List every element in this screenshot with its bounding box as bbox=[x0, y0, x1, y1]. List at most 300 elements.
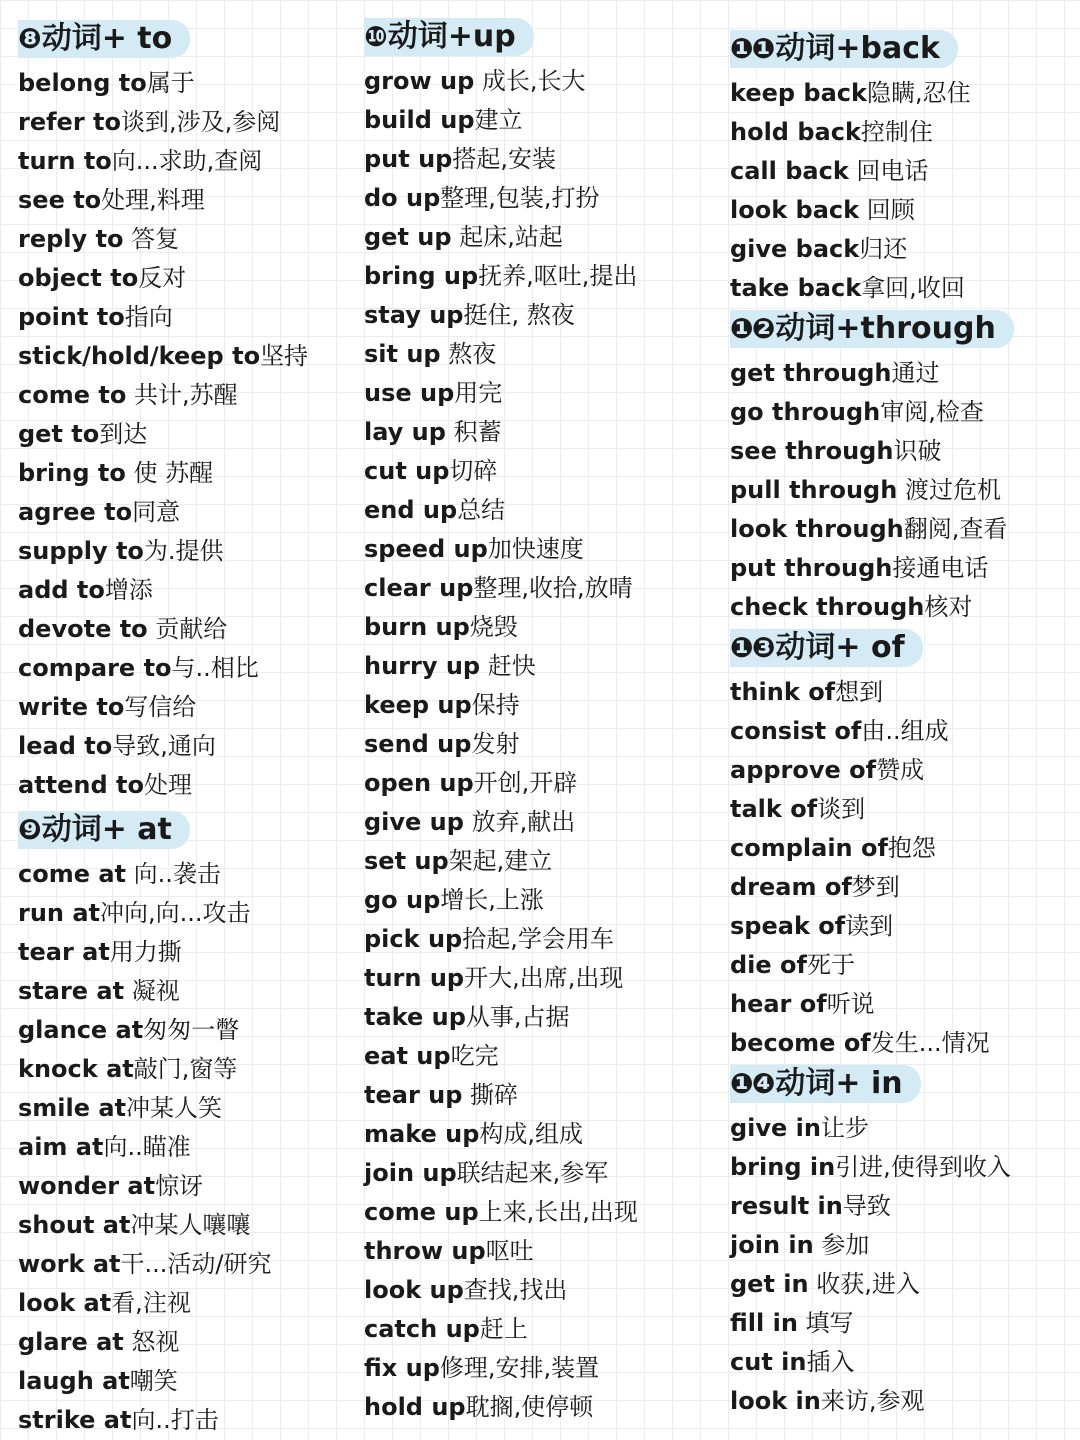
section bbox=[730, 30, 1070, 308]
phrase-english: look in bbox=[730, 1387, 821, 1415]
phrase-row bbox=[730, 1226, 1070, 1265]
phrase-row bbox=[18, 181, 348, 220]
phrase-row bbox=[18, 1128, 348, 1167]
phrase-meaning: 隐瞒,忍住 bbox=[866, 79, 971, 107]
phrase-meaning: 让步 bbox=[821, 1114, 869, 1142]
phrase-meaning: 惊讶 bbox=[155, 1172, 204, 1200]
phrase-english: keep up bbox=[364, 691, 472, 719]
phrase-meaning: 用力撕 bbox=[109, 938, 182, 966]
phrase-meaning: 到达 bbox=[99, 420, 148, 448]
phrase-meaning: 指向 bbox=[124, 303, 173, 331]
phrase-english: aim at bbox=[18, 1133, 104, 1161]
section-number: ❿ bbox=[364, 20, 386, 53]
phrase-meaning: 开创,开辟 bbox=[473, 769, 578, 797]
phrase-row bbox=[364, 530, 704, 569]
section bbox=[730, 1065, 1070, 1421]
phrase-english: get up bbox=[364, 223, 452, 251]
section-heading bbox=[18, 20, 190, 58]
phrase-english: see to bbox=[18, 186, 102, 214]
phrase-row bbox=[730, 712, 1070, 751]
phrase-english: object to bbox=[18, 264, 139, 292]
phrase-english: get in bbox=[730, 1270, 809, 1298]
section-title: 动词+ at bbox=[41, 812, 172, 847]
phrase-meaning: 插入 bbox=[806, 1348, 855, 1376]
phrase-row bbox=[18, 571, 348, 610]
phrase-row bbox=[364, 413, 704, 452]
section-heading bbox=[730, 629, 923, 667]
phrase-meaning: 成长,长大 bbox=[474, 67, 586, 95]
phrase-meaning: 收获,进入 bbox=[808, 1270, 920, 1298]
phrase-meaning: 填写 bbox=[797, 1309, 854, 1337]
phrase-meaning: 向..袭击 bbox=[126, 860, 221, 888]
phrase-english: see through bbox=[730, 437, 894, 465]
phrase-english: call back bbox=[730, 157, 849, 185]
phrase-row bbox=[18, 1323, 348, 1362]
phrase-row bbox=[730, 946, 1070, 985]
phrase-row bbox=[18, 855, 348, 894]
phrase-meaning: 写信给 bbox=[124, 693, 197, 721]
phrase-meaning: 保持 bbox=[471, 691, 520, 719]
phrase-english: throw up bbox=[364, 1237, 486, 1265]
phrase-list bbox=[730, 354, 1070, 627]
phrase-english: result in bbox=[730, 1192, 843, 1220]
phrase-row bbox=[364, 1193, 704, 1232]
phrase-row bbox=[364, 1349, 704, 1388]
phrase-english: lay up bbox=[364, 418, 446, 446]
phrase-meaning: 处理 bbox=[144, 771, 192, 799]
phrase-row bbox=[364, 1037, 704, 1076]
section bbox=[364, 18, 704, 1427]
phrase-meaning: 发生...情况 bbox=[870, 1029, 990, 1057]
phrase-meaning: 归还 bbox=[859, 235, 908, 263]
phrase-row bbox=[18, 688, 348, 727]
section-heading bbox=[730, 30, 958, 68]
section bbox=[18, 811, 348, 1440]
phrase-english: look at bbox=[18, 1289, 112, 1317]
phrase-row bbox=[18, 493, 348, 532]
phrase-meaning: 敲门,窗等 bbox=[133, 1055, 238, 1083]
phrase-row bbox=[18, 532, 348, 571]
phrase-meaning: 同意 bbox=[132, 498, 181, 526]
phrase-meaning: 使 苏醒 bbox=[125, 459, 214, 487]
phrase-english: pull through bbox=[730, 476, 898, 504]
phrase-meaning: 导致 bbox=[842, 1192, 891, 1220]
phrase-row bbox=[364, 959, 704, 998]
phrase-row bbox=[18, 933, 348, 972]
section-title: 动词+back bbox=[775, 31, 941, 66]
phrase-row bbox=[364, 569, 704, 608]
phrase-meaning: 赶上 bbox=[479, 1315, 528, 1343]
phrase-english: glare at bbox=[18, 1328, 124, 1356]
phrase-row bbox=[364, 491, 704, 530]
phrase-row bbox=[364, 1271, 704, 1310]
phrase-row bbox=[364, 1154, 704, 1193]
phrase-meaning: 谈到 bbox=[817, 795, 866, 823]
phrase-row bbox=[364, 374, 704, 413]
phrase-row bbox=[18, 1050, 348, 1089]
phrase-meaning: 吃完 bbox=[450, 1042, 499, 1070]
phrase-row bbox=[364, 803, 704, 842]
phrase-row bbox=[730, 907, 1070, 946]
phrase-meaning: 搭起,安装 bbox=[452, 145, 556, 173]
phrase-meaning: 回顾 bbox=[859, 196, 915, 224]
phrase-english: agree to bbox=[18, 498, 133, 526]
phrase-meaning: 反对 bbox=[138, 264, 187, 292]
phrase-english: glance at bbox=[18, 1016, 144, 1044]
phrase-row bbox=[18, 972, 348, 1011]
phrase-row bbox=[364, 218, 704, 257]
phrase-english: check through bbox=[730, 593, 925, 621]
phrase-row bbox=[364, 452, 704, 491]
phrase-meaning: 来访,参观 bbox=[820, 1387, 925, 1415]
phrase-meaning: 抱怨 bbox=[887, 834, 936, 862]
phrase-meaning: 死于 bbox=[806, 951, 855, 979]
phrase-meaning: 构成,组成 bbox=[479, 1120, 584, 1148]
phrase-english: make up bbox=[364, 1120, 480, 1148]
phrase-english: set up bbox=[364, 847, 449, 875]
phrase-english: turn to bbox=[18, 147, 112, 175]
phrase-english: get to bbox=[18, 420, 100, 448]
phrase-english: write to bbox=[18, 693, 125, 721]
phrase-meaning: 读到 bbox=[845, 912, 894, 940]
phrase-row bbox=[730, 751, 1070, 790]
phrase-english: grow up bbox=[364, 67, 475, 95]
phrase-english: refer to bbox=[18, 108, 121, 136]
phrase-row bbox=[730, 790, 1070, 829]
phrase-english: laugh at bbox=[18, 1367, 130, 1395]
phrase-english: put up bbox=[364, 145, 453, 173]
section bbox=[730, 629, 1070, 1063]
phrase-english: stick/hold/keep to bbox=[18, 342, 261, 370]
section bbox=[18, 20, 348, 805]
section-title: 动词+ in bbox=[775, 1066, 903, 1101]
phrase-english: fix up bbox=[364, 1354, 440, 1382]
column-3 bbox=[730, 0, 1070, 1421]
phrase-english: bring in bbox=[730, 1153, 836, 1181]
phrase-english: give in bbox=[730, 1114, 821, 1142]
phrase-meaning: 与..相比 bbox=[171, 654, 259, 682]
phrase-meaning: 想到 bbox=[835, 678, 884, 706]
phrase-meaning: 由..组成 bbox=[861, 717, 949, 745]
phrase-meaning: 拿回,收回 bbox=[861, 274, 965, 302]
phrase-meaning: 匆匆一瞥 bbox=[143, 1016, 240, 1044]
phrase-row bbox=[18, 1362, 348, 1401]
phrase-meaning: 回电话 bbox=[848, 157, 929, 185]
phrase-row bbox=[364, 296, 704, 335]
section-number: ❶❶ bbox=[730, 32, 774, 65]
phrase-english: look up bbox=[364, 1276, 464, 1304]
phrase-row bbox=[18, 376, 348, 415]
phrase-meaning: 加快速度 bbox=[487, 535, 584, 563]
phrase-meaning: 冲某人嚷嚷 bbox=[130, 1211, 251, 1239]
phrase-english: cut up bbox=[364, 457, 450, 485]
phrase-meaning: 核对 bbox=[924, 593, 973, 621]
column-1 bbox=[18, 0, 348, 1440]
phrase-row bbox=[730, 393, 1070, 432]
phrase-english: dream of bbox=[730, 873, 852, 901]
phrase-meaning: 审阅,检查 bbox=[880, 398, 984, 426]
phrase-row bbox=[364, 1076, 704, 1115]
phrase-english: speak of bbox=[730, 912, 846, 940]
phrase-row bbox=[730, 471, 1070, 510]
phrase-english: join in bbox=[730, 1231, 814, 1259]
phrase-english: keep back bbox=[730, 79, 867, 107]
phrase-row bbox=[364, 1115, 704, 1154]
phrase-english: end up bbox=[364, 496, 458, 524]
phrase-row bbox=[18, 1011, 348, 1050]
phrase-english: supply to bbox=[18, 537, 144, 565]
phrase-row bbox=[364, 179, 704, 218]
phrase-english: open up bbox=[364, 769, 474, 797]
phrase-meaning: 看,注视 bbox=[111, 1289, 191, 1317]
phrase-english: knock at bbox=[18, 1055, 134, 1083]
column-2 bbox=[364, 0, 704, 1427]
phrase-meaning: 贡献给 bbox=[147, 615, 228, 643]
phrase-list bbox=[18, 64, 348, 805]
phrase-row bbox=[18, 142, 348, 181]
phrase-row bbox=[364, 1232, 704, 1271]
phrase-row bbox=[18, 649, 348, 688]
phrase-row bbox=[730, 673, 1070, 712]
phrase-row bbox=[730, 588, 1070, 627]
phrase-row bbox=[730, 230, 1070, 269]
phrase-english: sit up bbox=[364, 340, 441, 368]
phrase-english: give back bbox=[730, 235, 860, 263]
phrase-english: give up bbox=[364, 808, 464, 836]
phrase-meaning: 积蓄 bbox=[445, 418, 502, 446]
phrase-row bbox=[18, 220, 348, 259]
phrase-english: hear of bbox=[730, 990, 827, 1018]
phrase-english: lead to bbox=[18, 732, 113, 760]
phrase-english: come up bbox=[364, 1198, 479, 1226]
section-title: 动词+ to bbox=[41, 21, 173, 56]
phrase-english: belong to bbox=[18, 69, 147, 97]
phrase-english: speed up bbox=[364, 535, 488, 563]
phrase-row bbox=[364, 998, 704, 1037]
phrase-english: bring up bbox=[364, 262, 479, 290]
phrase-english: look through bbox=[730, 515, 904, 543]
phrase-english: eat up bbox=[364, 1042, 451, 1070]
phrase-meaning: 接通电话 bbox=[892, 554, 989, 582]
phrase-english: send up bbox=[364, 730, 472, 758]
phrase-meaning: 共计,苏醒 bbox=[126, 381, 238, 409]
phrase-row bbox=[18, 298, 348, 337]
section-number: ❾ bbox=[18, 813, 40, 846]
phrase-meaning: 向..打击 bbox=[131, 1406, 219, 1434]
phrase-row bbox=[730, 113, 1070, 152]
phrase-meaning: 为.提供 bbox=[143, 537, 224, 565]
phrase-meaning: 怒视 bbox=[123, 1328, 180, 1356]
section-number: ❶❸ bbox=[730, 631, 774, 664]
phrase-english: consist of bbox=[730, 717, 862, 745]
phrase-meaning: 发射 bbox=[471, 730, 520, 758]
phrase-english: get through bbox=[730, 359, 892, 387]
phrase-english: tear at bbox=[18, 938, 110, 966]
section-title: 动词+through bbox=[775, 311, 996, 346]
phrase-row bbox=[730, 1265, 1070, 1304]
phrase-row bbox=[730, 1304, 1070, 1343]
phrase-english: wonder at bbox=[18, 1172, 156, 1200]
phrase-row bbox=[18, 1245, 348, 1284]
phrase-meaning: 增添 bbox=[104, 576, 153, 604]
phrase-english: stay up bbox=[364, 301, 464, 329]
phrase-row bbox=[18, 610, 348, 649]
phrase-meaning: 用完 bbox=[454, 379, 503, 407]
phrase-row bbox=[18, 727, 348, 766]
phrase-row bbox=[364, 62, 704, 101]
phrase-english: burn up bbox=[364, 613, 470, 641]
phrase-english: fill in bbox=[730, 1309, 798, 1337]
phrase-row bbox=[730, 152, 1070, 191]
phrase-row bbox=[730, 1148, 1070, 1187]
phrase-english: take back bbox=[730, 274, 862, 302]
phrase-meaning: 查找,找出 bbox=[463, 1276, 568, 1304]
phrase-meaning: 增长,上涨 bbox=[440, 886, 544, 914]
phrase-english: build up bbox=[364, 106, 475, 134]
phrase-list bbox=[730, 673, 1070, 1063]
phrase-row bbox=[730, 432, 1070, 471]
phrase-meaning: 拾起,学会用车 bbox=[462, 925, 614, 953]
phrase-meaning: 向...求助,查阅 bbox=[111, 147, 263, 175]
phrase-list bbox=[730, 1109, 1070, 1421]
phrase-row bbox=[730, 829, 1070, 868]
phrase-meaning: 引进,使得到收入 bbox=[835, 1153, 1011, 1181]
phrase-english: look back bbox=[730, 196, 860, 224]
phrase-row bbox=[364, 764, 704, 803]
phrase-meaning: 嘲笑 bbox=[129, 1367, 178, 1395]
phrase-row bbox=[18, 415, 348, 454]
phrase-meaning: 渡过危机 bbox=[897, 476, 1001, 504]
phrase-row bbox=[730, 74, 1070, 113]
phrase-english: become of bbox=[730, 1029, 871, 1057]
phrase-meaning: 熬夜 bbox=[440, 340, 497, 368]
phrase-english: take up bbox=[364, 1003, 466, 1031]
phrase-meaning: 架起,建立 bbox=[448, 847, 553, 875]
phrase-row bbox=[364, 608, 704, 647]
phrase-english: use up bbox=[364, 379, 455, 407]
phrase-meaning: 从事,占据 bbox=[465, 1003, 570, 1031]
phrase-meaning: 梦到 bbox=[851, 873, 900, 901]
phrase-meaning: 起床,站起 bbox=[451, 223, 563, 251]
phrase-row bbox=[364, 725, 704, 764]
phrase-english: talk of bbox=[730, 795, 818, 823]
section-heading bbox=[364, 18, 534, 56]
phrase-meaning: 干...活动/研究 bbox=[120, 1250, 272, 1278]
phrase-english: point to bbox=[18, 303, 125, 331]
phrase-english: clear up bbox=[364, 574, 474, 602]
phrase-english: do up bbox=[364, 184, 441, 212]
phrase-english: work at bbox=[18, 1250, 121, 1278]
section bbox=[730, 310, 1070, 627]
phrase-meaning: 整理,包装,打扮 bbox=[440, 184, 600, 212]
phrase-english: reply to bbox=[18, 225, 124, 253]
phrase-meaning: 联结起来,参军 bbox=[456, 1159, 609, 1187]
phrase-row bbox=[730, 269, 1070, 308]
phrase-english: catch up bbox=[364, 1315, 480, 1343]
phrase-meaning: 通过 bbox=[891, 359, 940, 387]
phrase-row bbox=[730, 549, 1070, 588]
phrase-row bbox=[730, 191, 1070, 230]
phrase-meaning: 建立 bbox=[474, 106, 523, 134]
phrase-list bbox=[730, 74, 1070, 308]
phrase-english: shout at bbox=[18, 1211, 131, 1239]
phrase-english: join up bbox=[364, 1159, 457, 1187]
phrase-row bbox=[364, 140, 704, 179]
phrase-meaning: 烧毁 bbox=[469, 613, 518, 641]
phrase-english: approve of bbox=[730, 756, 877, 784]
phrase-row bbox=[18, 1401, 348, 1440]
phrase-meaning: 抚养,呕吐,提出 bbox=[478, 262, 638, 290]
section-number: ❶❷ bbox=[730, 312, 774, 345]
phrase-english: attend to bbox=[18, 771, 144, 799]
phrase-row bbox=[730, 354, 1070, 393]
phrase-meaning: 处理,料理 bbox=[101, 186, 205, 214]
section-number: ❶❹ bbox=[730, 1067, 774, 1100]
phrase-meaning: 导致,通向 bbox=[112, 732, 216, 760]
phrase-meaning: 呕吐 bbox=[485, 1237, 534, 1265]
phrase-meaning: 整理,收拾,放晴 bbox=[473, 574, 633, 602]
phrase-meaning: 谈到,涉及,参阅 bbox=[120, 108, 281, 136]
phrase-row bbox=[18, 1284, 348, 1323]
phrase-meaning: 参加 bbox=[813, 1231, 870, 1259]
phrase-meaning: 总结 bbox=[457, 496, 506, 524]
phrase-english: go through bbox=[730, 398, 881, 426]
phrase-row bbox=[730, 868, 1070, 907]
phrase-row bbox=[18, 454, 348, 493]
phrase-row bbox=[730, 1187, 1070, 1226]
phrase-row bbox=[730, 985, 1070, 1024]
phrase-meaning: 冲向,向...攻击 bbox=[100, 899, 251, 927]
phrase-english: pick up bbox=[364, 925, 463, 953]
phrase-meaning: 冲某人笑 bbox=[126, 1094, 223, 1122]
phrase-row bbox=[730, 1343, 1070, 1382]
phrase-row bbox=[18, 1206, 348, 1245]
phrase-row bbox=[364, 335, 704, 374]
phrase-row bbox=[18, 1167, 348, 1206]
phrase-english: devote to bbox=[18, 615, 148, 643]
phrase-row bbox=[364, 257, 704, 296]
phrase-meaning: 耽搁,使停顿 bbox=[465, 1393, 594, 1421]
phrase-row bbox=[18, 894, 348, 933]
phrase-meaning: 修理,安排,装置 bbox=[439, 1354, 600, 1382]
phrase-english: cut in bbox=[730, 1348, 807, 1376]
phrase-meaning: 向..瞄准 bbox=[103, 1133, 191, 1161]
phrase-meaning: 放弃,献出 bbox=[463, 808, 576, 836]
phrase-meaning: 赞成 bbox=[876, 756, 925, 784]
phrase-meaning: 上来,长出,出现 bbox=[478, 1198, 638, 1226]
phrase-row bbox=[18, 64, 348, 103]
phrase-english: put through bbox=[730, 554, 893, 582]
phrase-row bbox=[18, 259, 348, 298]
phrase-english: hold back bbox=[730, 118, 861, 146]
phrase-row bbox=[364, 920, 704, 959]
phrase-meaning: 撕碎 bbox=[462, 1081, 519, 1109]
phrase-english: come to bbox=[18, 381, 127, 409]
phrase-english: come at bbox=[18, 860, 127, 888]
section-title: 动词+ of bbox=[775, 630, 905, 665]
section-heading bbox=[730, 1065, 921, 1103]
phrase-english: run at bbox=[18, 899, 101, 927]
phrase-row bbox=[364, 1388, 704, 1427]
section-title: 动词+up bbox=[387, 19, 516, 54]
phrase-english: smile at bbox=[18, 1094, 127, 1122]
phrase-meaning: 控制住 bbox=[860, 118, 933, 146]
phrase-row bbox=[730, 1109, 1070, 1148]
phrase-row bbox=[364, 881, 704, 920]
phrase-row bbox=[364, 647, 704, 686]
phrase-row bbox=[364, 101, 704, 140]
phrase-english: turn up bbox=[364, 964, 465, 992]
